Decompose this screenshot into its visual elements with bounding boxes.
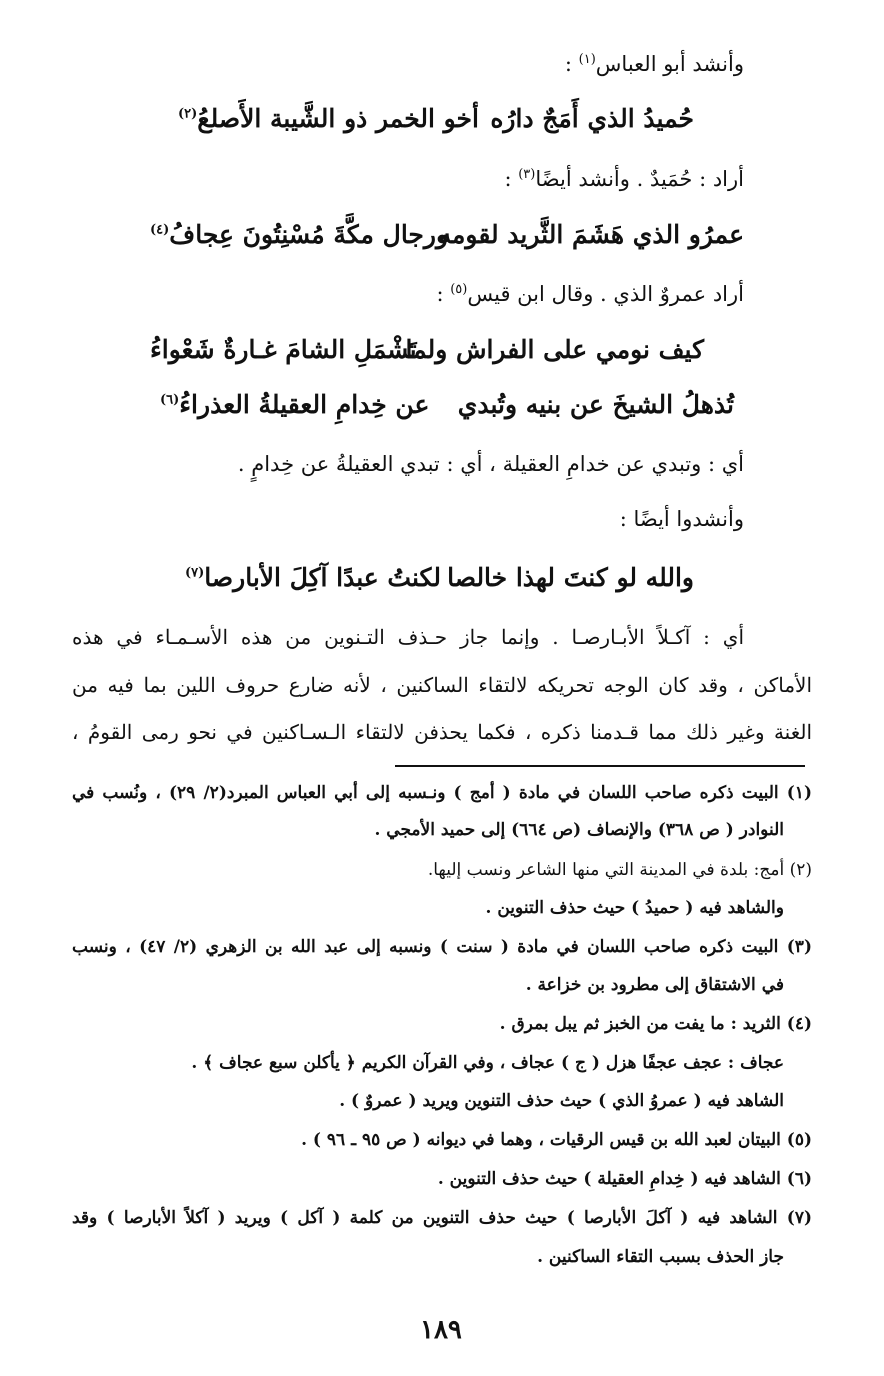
hemistich-text: ورجال مكَّةَ مُسْنِتُونَ عِجافُ (169, 220, 449, 249)
footnote-2-line-1: (٢) أمج: بلدة في المدينة التي منها الشاعر ونسب إليها. (427, 860, 812, 880)
hemistich-text: لكنتُ عبدًا آكِلَ الأبارصا (204, 563, 441, 592)
footnote-1-line-1: (١) البيت ذكره صاحب اللسان في مادة ( أمج ) ونـسبه إلى أبي العباس المبرد(٢/ ٢٩) ، ونُسب في (72, 783, 812, 803)
footnote-5: (٥) البيتان لعبد الله بن قيس الرقيات ، وهما في ديوانه ( ص ٩٥ ـ ٩٦ ) . (301, 1130, 812, 1150)
footnote-7-line-2: جاز الحذف بسبب التقاء الساكنين . (537, 1247, 784, 1267)
footnote-ref: (٥) (450, 282, 468, 297)
footnote-4-line-2: عجاف : عجف عجفًا هزل ( ج ) عجاف ، وفي القرآن الكريم ﴿ يأكلن سبع عجاف ﴾ . (191, 1053, 784, 1073)
page-number: ١٨٩ (420, 1315, 462, 1345)
intro-text: أراد : حُمَيدٌ . وأنشد أيضًا (535, 167, 744, 191)
intro-line-1 (565, 52, 744, 76)
footnote-ref: (٦) (160, 392, 180, 408)
colon: : (564, 52, 572, 76)
verse-1-first-hemistich: حُميدُ الذي أَمَجٌ دارُه (490, 104, 694, 133)
verse-2-second-hemistich (150, 220, 448, 249)
footnote-4-line-3: الشاهد فيه ( عمروُ الذي ) حيث حذف التنوين ويريد ( عمروٌ ) . (339, 1091, 784, 1111)
footnote-ref: (٧) (185, 565, 205, 581)
hemistich-text: أخو الخمر ذو الشَّيبة الأَصلعُ (197, 104, 479, 133)
footnote-3-line-2: في الاشتقاق إلى مطرود بن خزاعة . (525, 975, 784, 995)
colon: : (504, 167, 512, 191)
footnote-6: (٦) الشاهد فيه ( خِدامِ العقيلة ) حيث حذف التنوين . (437, 1169, 812, 1189)
footnote-ref: (٣) (518, 167, 536, 182)
footnote-3-line-1: (٣) البيت ذكره صاحب اللسان في مادة ( سنت ) ونسبه إلى عبد الله بن الزهري (٢/ ٤٧) ، ونسب (72, 937, 812, 957)
verse-2-first-hemistich: عمرُو الذي هَشَمَ الثَّريد لقومه (438, 220, 744, 249)
explanation-line: أي : وتبدي عن خدامِ العقيلة ، أي : تبدي العقيلةُ عن خِدامٍ . (237, 452, 744, 476)
intro-text: أراد عمروٌ الذي . وقال ابن قيس (467, 282, 744, 306)
footnote-2-line-2: والشاهد فيه ( حميدُ ) حيث حذف التنوين . (485, 898, 784, 918)
footnote-4-line-1: (٤) الثريد : ما يفت من الخبز ثم يبل بمرق . (499, 1014, 812, 1034)
paragraph-line-1: أي : آكـلاً الأبـارصـا . وإنما جاز حـذف التـنوين من هذه الأسـمـاء في هذه (72, 625, 744, 649)
paragraph-line-3: الغنة وغير ذلك مما قـدمنا ذكره ، فكما يحذفن لالتقاء الـسـاكنين في نحو رمى القومُ ، (72, 720, 812, 744)
intro-line-5: وأنشدوا أيضًا : (619, 507, 744, 531)
footnote-ref: (٢) (178, 106, 198, 122)
paragraph-line-2: الأماكن ، وقد كان الوجه تحريكه لالتقاء الساكنين ، لأنه ضارع حروف اللين بما فيه من (72, 673, 812, 697)
verse-4-second-hemistich (160, 390, 429, 419)
colon: : (436, 282, 444, 306)
intro-line-2 (504, 167, 744, 191)
intro-text: وأنشد أبو العباس (595, 52, 744, 76)
footnote-1-line-2: النوادر ( ص ٣٦٨) والإنصاف (ص ٦٦٤) إلى حميد الأمجي . (374, 820, 784, 840)
footnote-ref: (٤) (150, 222, 170, 238)
intro-line-3 (436, 282, 744, 306)
verse-5-first-hemistich: والله لو كنتَ لهذا خالصا (447, 563, 694, 592)
footnote-divider (395, 765, 805, 767)
footnote-7-line-1: (٧) الشاهد فيه ( آكلَ الأبارصا ) حيث حذف التنوين من كلمة ( آكل ) ويريد ( آكلاً الأبارصا ) وقد (72, 1208, 812, 1228)
footnote-ref: (١) (578, 52, 596, 67)
verse-1-second-hemistich (178, 104, 479, 133)
verse-3-first-hemistich: كيف نومي على الفراش ولما (405, 335, 704, 364)
verse-4-first-hemistich: تُذهلُ الشيخَ عن بنيه وتُبدي (457, 390, 734, 419)
verse-5-second-hemistich (185, 563, 441, 592)
hemistich-text: عن خِدامِ العقيلةُ العذراءُ (179, 390, 430, 419)
verse-3-second-hemistich: تَشْمَلِ الشامَ غـارةٌ شَعْواءُ (150, 335, 417, 364)
